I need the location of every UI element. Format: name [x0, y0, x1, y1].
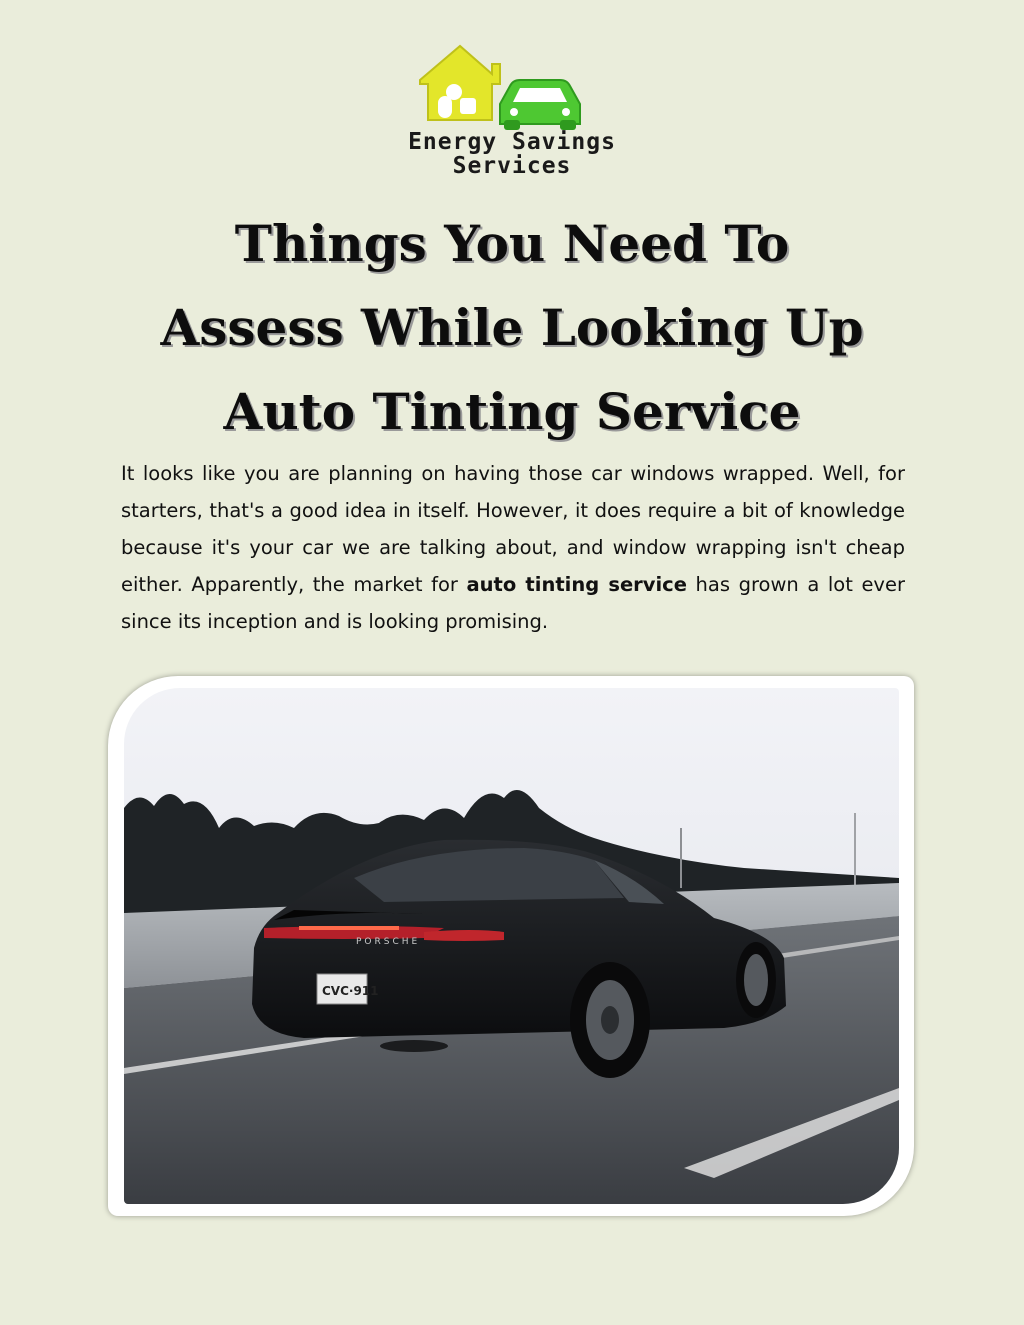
intro-keyword-link[interactable]: auto tinting service — [466, 573, 687, 596]
logo-text-line1: Energy Savings — [408, 129, 616, 155]
car-badge: PORSCHE — [356, 937, 421, 947]
logo-text-line2: Services — [452, 153, 572, 179]
brand-logo — [392, 40, 632, 180]
intro-paragraph — [121, 455, 905, 640]
title-line-3: Auto Tinting Service — [223, 382, 801, 441]
intro-text-end: has grown a lot ever since its inception and is looking promising. — [121, 573, 905, 633]
plate-text: CVC·911 — [322, 984, 379, 998]
title-line-1: Things You Need To — [234, 214, 790, 273]
intro-text-start: It looks like you are planning on having those car windows wrapped. Well, for starters, that's a good idea in itself. However, it does require a bit of knowledge because it's your car we are talking about, and window wrapping isn't cheap either. Apparently, the market for — [121, 462, 905, 596]
car-photo — [124, 688, 899, 1204]
page-title — [100, 202, 924, 454]
title-line-2: Assess While Looking Up — [160, 298, 864, 357]
house-car-icon — [392, 40, 632, 135]
